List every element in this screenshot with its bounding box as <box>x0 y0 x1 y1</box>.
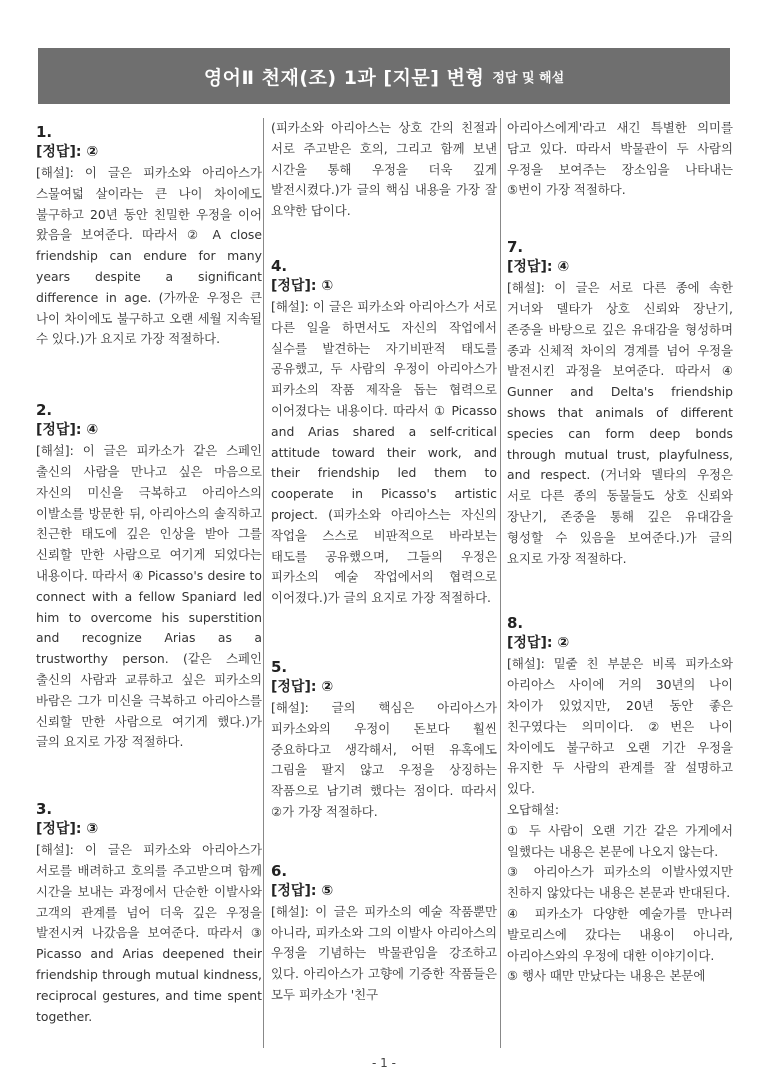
question-5 <box>271 657 497 823</box>
explanation-continued: 아리아스에게'라고 새긴 특별한 의미를 담고 있다. 따라서 박물관이 두 사람의 우정을 보여주는 장소임을 나타내는 ⑤번이 가장 적절하다. <box>507 120 733 198</box>
explanation-text: [해설]: 글의 핵심은 아리아스가 피카소와의 우정이 돈보다 훨씬 중요하다고 생각해서, 어떤 유혹에도 그림을 팔지 않고 우정을 상징하는 작품으로 남기려 했다는 점이다. 따라서 ②가 가장 적절하다. <box>271 699 497 819</box>
explanation-text: [해설]: 이 글은 서로 다른 종에 속한 거너와 델타가 상호 신뢰와 장난기, 존중을 바탕으로 깊은 유대감을 형성하며 종과 신체적 차이의 경계를 넘어 우정을 발전시킨 과정을 보여준다. 따라서 ④ Gunner and Delta's friendship shows that animals of different species can form deep bonds through mutual trust, playfulness, and respect. (거너와 델타의 우정은 서로 다른 종의 동물들도 상호 신뢰와 장난기, 존중을 통해 깊은 유대감을 형성할 수 있음을 보여준다.)가 글의 요지로 가장 적절하다. <box>507 280 733 566</box>
question-number: 3. <box>36 800 53 819</box>
question-number: 6. <box>271 861 288 880</box>
wrong-answer-item: ⑤ 행사 때만 만났다는 내용은 본문에 <box>507 968 706 984</box>
question-1 <box>36 122 262 350</box>
title-banner <box>38 48 730 104</box>
answer-label: [정답]: ② <box>507 635 570 652</box>
page-number: - 1 - <box>372 1056 396 1070</box>
question-2 <box>36 400 262 753</box>
question-number: 8. <box>507 614 524 633</box>
explanation-text: [해설]: 이 글은 피카소와 아리아스가 서로를 배려하고 호의를 주고받으며 함께 시간을 보내는 과정에서 단순한 이발사와 고객의 관계를 넘어 더욱 깊은 우정을 발전시켜 나갔음을 보여준다. 따라서 ③ Picasso and Arias deepened their friendship through mutual kindness, reciprocal gestures, and time spent together. <box>36 842 262 1024</box>
question-3 <box>36 799 262 1027</box>
answer-label: [정답]: ④ <box>507 259 570 276</box>
wrong-answer-item: ③ 아리아스가 피카소의 이발사였지만 친하지 않았다는 내용은 본문과 반대된다. <box>507 864 733 901</box>
question-number: 4. <box>271 256 288 275</box>
question-number: 2. <box>36 401 53 420</box>
column-divider <box>500 118 501 1048</box>
question-number: 7. <box>507 238 524 257</box>
answer-label: [정답]: ① <box>271 277 334 294</box>
wrong-answer-item: ① 두 사람이 오랜 기간 같은 가게에서 일했다는 내용은 본문에 나오지 않는다. <box>507 822 733 859</box>
explanation-text: [해설]: 이 글은 피카소가 같은 스페인 출신의 사람을 만나고 싶은 마음으로 자신의 미신을 극복하고 아리아스의 이발소를 방문한 뒤, 아리아스의 솔직하고 친근한 태도에 깊은 인상을 받아 그를 신뢰할 만한 사람으로 여기게 되었다는 내용이다. 따라서 ④ Picasso's desire to connect with a fellow Spaniard led him to overcome his superstition and recognize Arias as a trustworthy person. (같은 스페인 출신의 사람과 교류하고 싶은 피카소의 바람은 그가 미신을 극복하고 아리아스를 신뢰할 만한 사람으로 여기게 했다.)가 글의 요지로 가장 적절하다. <box>36 443 262 750</box>
question-number: 1. <box>36 123 53 141</box>
page-subtitle: 정답 및 해설 <box>492 70 565 86</box>
column-middle <box>271 118 497 1048</box>
question-6 <box>271 861 497 1006</box>
wrong-answer-item: ④ 피카소가 다양한 예술가를 만나러 발로리스에 갔다는 내용이 아니라, 아리아스와의 우정에 대한 이야기이다. <box>507 905 733 963</box>
explanation-text: [해설]: 이 글은 피카소와 아리아스가 서로 다른 일을 하면서도 자신의 작업에서 실수를 발견하는 자기비판적 태도를 공유했고, 두 사람의 우정이 아리아스가 피카소의 작품 제작을 돕는 협력으로 이어졌다는 내용이다. 따라서 ① Picasso and Arias shared a self-critical attitude toward their work, and their friendship led them to cooperate in Picasso's artistic project. (피카소와 아리아스는 자신의 작업을 스스로 비판적으로 바라보는 태도를 공유했으며, 그들의 우정은 피카소의 예술 작업에서의 협력으로 이어졌다.)가 글의 요지로 가장 적절하다. <box>271 298 497 606</box>
answer-label: [정답]: ② <box>36 144 99 160</box>
answer-label: [정답]: ③ <box>36 821 99 838</box>
explanation-text: [해설]: 밑줄 친 부분은 비록 피카소와 아리아스 사이에 거의 30년의 나이 차이가 있었지만, 20년 동안 좋은 친구였다는 의미이다. ②번은 나이 차이에도 불구하고 오랜 기간 우정을 유지한 두 사람의 관계를 잘 설명하고 있다. <box>507 656 733 797</box>
explanation-continued: (피카소와 아리아스는 상호 간의 친절과 서로 주고받은 호의, 그리고 함께 보낸 시간을 통해 우정을 더욱 깊게 발전시켰다.)가 글의 핵심 내용을 가장 잘 요약한 답이다. <box>271 120 497 219</box>
question-7 <box>507 237 733 569</box>
question-4 <box>271 256 497 609</box>
wrong-answer-heading: 오답해설: <box>507 801 560 817</box>
column-right <box>507 118 733 1048</box>
column-divider <box>263 118 264 1048</box>
column-left <box>36 118 262 1048</box>
question-8 <box>507 613 733 987</box>
answer-label: [정답]: ② <box>271 678 334 695</box>
explanation-text: [해설]: 이 글은 피카소와 아리아스가 스물여덟 살이라는 큰 나이 차이에도 불구하고 20년 동안 친밀한 우정을 이어 왔음을 보여준다. 따라서 ② A close friendship can endure for many years despite a significant difference in age. (가까운 우정은 큰 나이 차이에도 불구하고 오랜 세월 지속될 수 있다.)가 요지로 가장 적절하다. <box>36 165 262 347</box>
question-number: 5. <box>271 657 288 676</box>
answer-label: [정답]: ④ <box>36 422 99 439</box>
answer-label: [정답]: ⑤ <box>271 882 334 899</box>
explanation-text: [해설]: 이 글은 피카소의 예술 작품뿐만 아니라, 피카소와 그의 이발사 아리아스의 우정을 기념하는 박물관임을 강조하고 있다. 아리아스가 고향에 기증한 작품들은 모두 피카소가 '친구 <box>271 903 497 1002</box>
page-title: 영어Ⅱ 천재(조) 1과 [지문] 변형 <box>203 66 485 89</box>
